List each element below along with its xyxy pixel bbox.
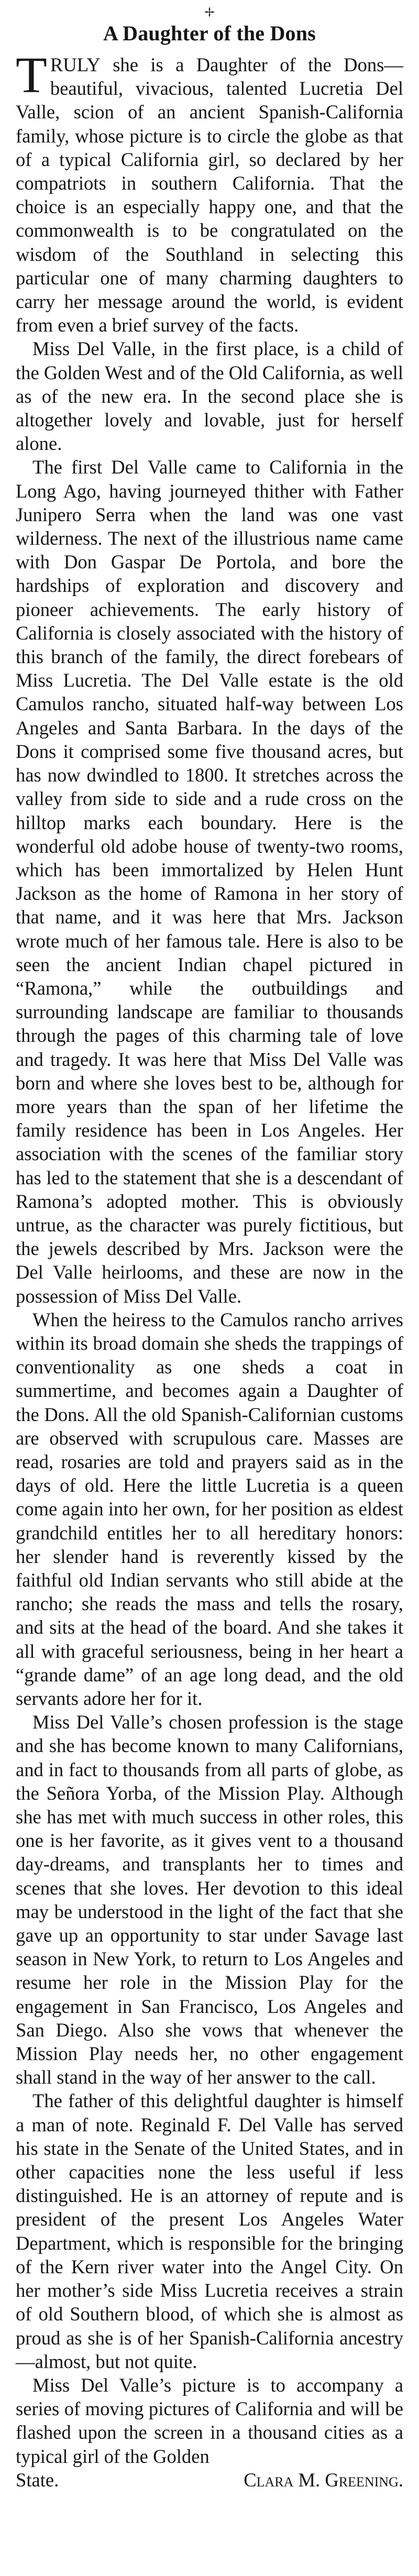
drop-cap: T: [16, 47, 47, 104]
paragraph-2: [16, 337, 403, 455]
lead-word: RULY: [50, 54, 101, 75]
paragraph-7: [16, 2373, 403, 2468]
paragraph-3: [16, 455, 403, 1307]
cross-ornament-icon: [204, 6, 215, 18]
closing-line: [16, 2468, 403, 2492]
paragraph-text: she is a Daughter of the Dons—beautiful, vivacious, talented Lucretia Del Valle, scion of an ancient Spanish-California family, whose picture is to circle the globe as that of a typical California girl, so declared by her compatriots in southern California. That the choice is an especially happy one, and that the commonwealth is to be congratulated on the wisdom of the Southland in selecting this particular one of many charming daughters to carry her message around the world, is evident from even a brief survey of the facts.: [16, 54, 403, 336]
paragraph-text: When the heiress to the Camulos rancho arrives within its broad domain she sheds the trappings of conventionality as one sheds a coat in summertime, and becomes again a Daughter of the Dons. All the old Spanish-Californian customs are observed with scrupulous care. Masses are read, rosaries are told and prayers said as in the days of old. Here the little Lucretia is a queen come again into her own, for her position as eldest grandchild entitles her to all hereditary honors: her slender hand is reverently kissed by the faithful old Indian servants who still abide at the rancho; she reads the mass and tells the rosary, and sits at the head of the board. And she takes it all with graceful seriousness, being in her heart a “grande dame” of an age long dead, and the old servants adore her for it.: [16, 1308, 403, 1710]
paragraph-text: Miss Del Valle’s picture is to accompany a series of moving pictures of California and will be flashed upon the screen in a thousand cities as a typical girl of the Golden: [16, 2374, 403, 2467]
closing-word: State.: [16, 2469, 59, 2491]
paragraph-text: The first Del Valle came to California in the Long Ago, having journeyed thither with Father Junipero Serra when the land was one vast wilderness. The next of the illustrious name came with Don Gaspar De Portola, and bore the hardships of exploration and discovery and pioneer achievements. The early history of California is closely associated with the history of this branch of the family, the direct forebears of Miss Lucretia. The Del Valle estate is the old Camulos rancho, situated half-way between Los Angeles and Santa Barbara. In the days of the Dons it comprised some five thousand acres, but has now dwindled to 1800. It stretches across the valley from side to side and a rude cross on the hilltop marks each boundary. Here is the wonderful old adobe house of twenty-two rooms, which has been immortalized by Helen Hunt Jackson as the home of Ramona in her story of that name, and it was here that Mrs. Jackson wrote much of her famous tale. Here is also to be seen the ancient Indian chapel pictured in “Ramona,” while the outbuildings and surrounding landscape are familiar to thousands through the pages of this charming tale of love and tragedy. It was here that Miss Del Valle was born and where she loves best to be, although for more years than the span of her lifetime the family residence has been in Los Angeles. Her association with the scenes of the familiar story has led to the statement that she is a descendant of Ramona’s adopted mother. This is obviously untrue, as the character was purely fictitious, but the jewels described by Mrs. Jackson were the Del Valle heirlooms, and these are now in the possession of Miss Del Valle.: [16, 456, 403, 1307]
article-title: A Daughter of the Dons: [103, 21, 316, 45]
paragraph-text: Miss Del Valle’s chosen profession is the stage and she has become known to many Californians, and in fact to thousands from all parts of globe, as the Señora Yorba, of the Mission Play. Although she has met with much success in other roles, this one is her favorite, as it gives vent to a thousand day-dreams, and transplants her to times and scenes that she loves. Her devotion to this ideal may be understood in the light of the fact that she gave up an opportunity to star under Savage last season in New York, to return to Los Angeles and resume her role in the Mission Play for the engagement in San Francisco, Los Angeles and San Diego. Also she vows that whenever the Mission Play needs her, no other engagement shall stand in the way of her answer to the call.: [16, 1711, 403, 2088]
paragraph-text: Miss Del Valle, in the first place, is a child of the Golden West and of the Old California, as well as of the new era. In the second place she is altogether lovely and lovable, just for herself alone.: [16, 338, 403, 455]
paragraph-6: [16, 2089, 403, 2373]
paragraph-text: The father of this delightful daughter is himself a man of note. Reginald F. Del Valle has served his state in the Senate of the United States, and in other capacities none the less useful if less distinguished. He is an attorney of repute and is president of the present Los Angeles Water Department, which is responsible for the bringing of the Kern river water into the Angel City. On her mother’s side Miss Lucretia receives a strain of old Southern blood, of which she is almost as proud as she is of her Spanish-California ancestry—almost, but not quite.: [16, 2090, 403, 2372]
paragraph-5: [16, 1710, 403, 2089]
author-signature: Clara M. Greening.: [244, 2469, 403, 2491]
article-body: [16, 47, 403, 2492]
paragraph-4: [16, 1308, 403, 1710]
paragraph-1: [16, 47, 403, 337]
article: [16, 6, 403, 2492]
